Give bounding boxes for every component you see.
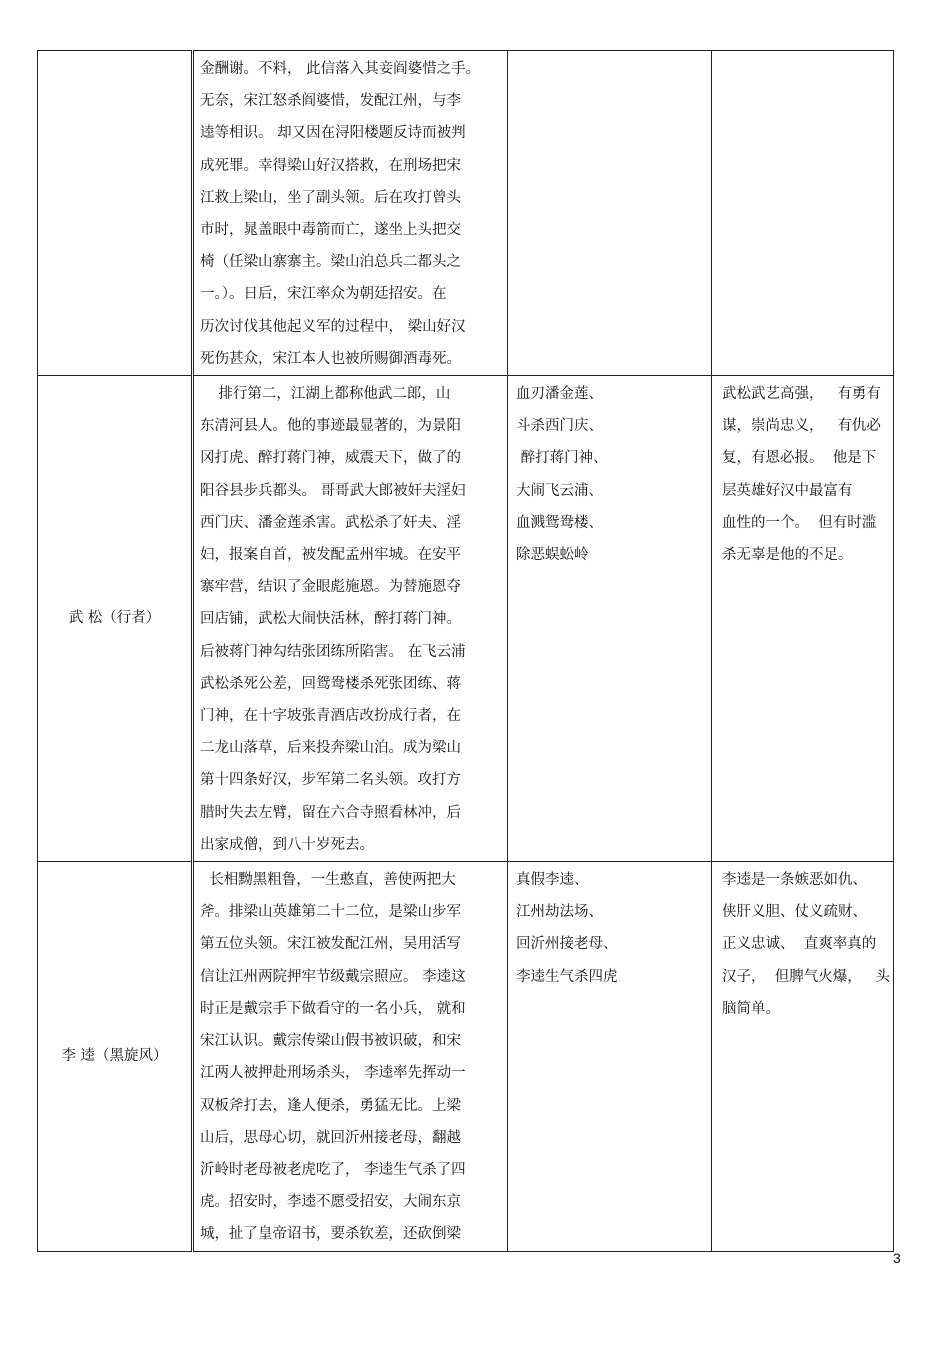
event-item: 除恶蜈蚣岭 [516,547,589,564]
table-row [38,862,894,1251]
evaluation-line: 正义忠诚、 直爽率真的 [722,936,877,953]
description-line: 东清河县人。他的事迹最显著的，为景阳 [200,418,461,435]
table-row [38,51,894,376]
description-line: 金酬谢。不料， 此信落入其妾阎婆惜之手。 [200,61,481,77]
description-cell [193,862,508,1251]
event-item: 江州劫法场、 [516,904,603,921]
event-item: 斗杀西门庆、 [516,418,603,435]
description-line: 冈打虎、醉打蒋门神，威震天下，做了的 [200,450,461,467]
events-cell [508,862,712,1251]
description-line: 妇，报案自首，被发配孟州牢城。在安平 [200,547,461,564]
description-line: 第五位头领。宋江被发配江州，吴用活写 [200,936,461,953]
description-line: 沂岭时老母被老虎吃了， 李逵生气杀了四 [200,1161,466,1178]
description-line: 宋江认识。戴宗传梁山假书被识破，和宋 [200,1033,461,1050]
description-line: 时正是戴宗手下做看守的一名小兵， 就和 [200,1000,466,1017]
events-cell [508,376,712,862]
description-line: 成死罪。幸得梁山好汉搭救，在刑场把宋 [200,157,461,174]
description-line: 回店铺，武松大闹快活林，醉打蒋门神。 [200,611,461,628]
description-line: 阳谷县步兵都头。 哥哥武大郎被奸夫淫妇 [200,482,466,499]
description-line: 江两人被押赴刑场杀头， 李逵率先挥动一 [200,1065,466,1082]
description-line: 第十四条好汉，步军第二名头领。攻打方 [200,772,461,789]
description-line: 后被蒋门神勾结张团练所陷害。 在飞云浦 [200,643,466,660]
event-item: 回沂州接老母、 [516,936,618,953]
description-line: 江救上梁山，坐了副头领。后在攻打曾头 [200,189,461,206]
description-line: 寨牢营，结识了金眼彪施恩。为替施恩夺 [200,579,461,596]
description-line: 出家成僧，到八十岁死去。 [200,836,374,853]
description-line: 信让江州两院押牢节级戴宗照应。 李逵这 [200,968,466,985]
description-line: 斧。排梁山英雄第二十二位，是梁山步军 [200,904,461,921]
evaluation-line: 侠肝义胆、仗义疏财、 [722,904,867,921]
character-name-cell [38,51,193,376]
description-cell [193,376,508,862]
description-line: 二龙山落草，后来投奔梁山泊。成为梁山 [200,740,461,757]
character-name: 李 逵（黑旋风） [61,1048,168,1065]
description-line: 一。）。日后，宋江率众为朝廷招安。在 [200,286,447,303]
event-item: 血溅鸳鸯楼、 [516,514,603,531]
character-name-cell [38,862,193,1251]
evaluation-line: 武松武艺高强， 有勇有 [722,386,881,403]
event-item: 血刃潘金莲、 [516,386,603,403]
event-item: 李逵生气杀四虎 [516,968,618,985]
table-row [38,376,894,862]
description-line: 椅（任梁山寨寨主。梁山泊总兵二都头之 [200,254,461,271]
description-line: 虎。招安时，李逵不愿受招安，大闹东京 [200,1194,461,1211]
evaluation-cell [712,376,894,862]
description-line: 无奈，宋江怒杀阎婆惜，发配江州，与李 [200,93,461,110]
evaluation-line: 层英雄好汉中最富有 [722,482,853,499]
events-cell [508,51,712,376]
evaluation-cell [712,51,894,376]
evaluation-line: 血性的一个。 但有时滥 [722,514,877,531]
description-line: 历次讨伐其他起义军的过程中， 梁山好汉 [200,318,466,335]
event-item: 大闹飞云浦、 [516,482,603,499]
evaluation-cell [712,862,894,1251]
description-line: 山后，思母心切，就回沂州接老母，翻越 [200,1129,461,1146]
description-line: 排行第二，江湖上都称他武二郎，山 [200,386,451,403]
evaluation-line: 复，有恩必报。 他是下 [722,450,877,467]
description-line: 双板斧打去，逢人便杀，勇猛无比。上梁 [200,1097,461,1114]
description-line: 死伤甚众，宋江本人也被所赐御酒毒死。 [200,350,461,367]
evaluation-line: 谋，崇尚忠义， 有仇必 [722,418,881,435]
description-line: 城，扯了皇帝诏书，要杀钦差，还砍倒梁 [200,1226,461,1243]
evaluation-line: 汉子， 但脾气火爆， 头 [722,968,891,985]
character-table [37,50,894,1252]
character-name: 武 松（行者） [68,610,161,627]
description-line: 腊时失去左臂，留在六合寺照看林冲，后 [200,804,461,821]
evaluation-line: 杀无辜是他的不足。 [722,547,853,564]
description-cell [193,51,508,376]
evaluation-line: 脑简单。 [722,1000,780,1017]
description-line: 西门庆、潘金莲杀害。武松杀了奸夫、淫 [200,514,461,531]
event-item: 真假李逵、 [516,872,589,889]
description-line: 市时，晁盖眼中毒箭而亡，遂坐上头把交 [200,222,461,239]
event-item: 醉打蒋门神、 [516,450,608,467]
evaluation-line: 李逵是一条嫉恶如仇、 [722,872,867,889]
description-line: 门神，在十字坡张青酒店改扮成行者，在 [200,708,461,725]
description-line: 长相黝黑粗鲁，一生憨直，善使两把大 [200,872,456,889]
description-line: 逵等相识。 却又因在浔阳楼题反诗而被判 [200,125,466,142]
description-line: 武松杀死公差，回鸳鸯楼杀死张团练、蒋 [200,675,461,692]
character-name-cell [38,376,193,862]
page-number: 3 [893,1250,901,1266]
